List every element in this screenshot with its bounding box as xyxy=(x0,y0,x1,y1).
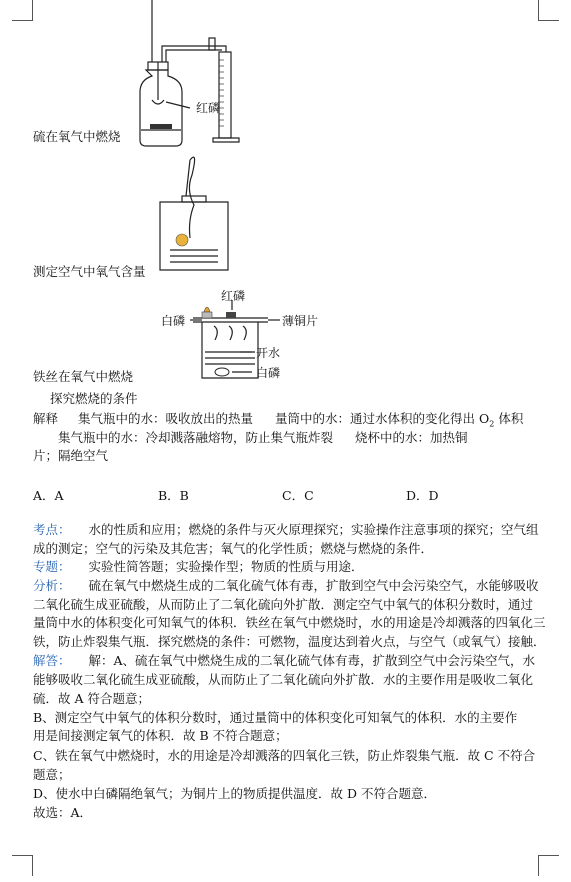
option-a: A．A xyxy=(33,488,64,503)
kaodian-line-2: 成的测定；空气的污染及其危害；氧气的化学性质；燃烧与燃烧的条件． xyxy=(33,541,434,556)
explain-beaker-water: 烧杯中的水：加热铜 xyxy=(355,430,468,445)
d-line-1: D、使水中白磷隔绝氧气；为铜片上的物质提供温度．故 D 不符合题意． xyxy=(33,786,436,801)
kaodian-text-1: 水的性质和应用；燃烧的条件与灭火原理探究；实验操作注意事项的探究；空气组 xyxy=(88,522,539,537)
caption-oxygen-content: 测定空气中氧气含量 xyxy=(33,264,146,279)
label-white-phosphorus-bottom: 白磷 xyxy=(256,366,281,380)
explain-subscript: 2 xyxy=(489,419,495,429)
explain-cylinder-water: 量筒中的水：通过水体积的变化得出 O xyxy=(275,411,490,426)
label-red-phosphorus-2: 红磷 xyxy=(221,289,246,303)
answer-line: 故选：A． xyxy=(33,805,93,820)
explain-volume: 体积 xyxy=(494,411,524,426)
c-line-1: C、铁在氧气中燃烧时，水的用途是冷却溅落的四氧化三铁，防止炸裂集气瓶．故 C 不符合 xyxy=(33,748,536,763)
fenxi-line-3: 量筒中水的体积变化可知氧气的体积．铁丝在氧气中燃烧时，水的用途是冷却溅落的四氧化三 xyxy=(33,615,546,630)
option-b: B．B xyxy=(158,488,189,503)
fenxi-line-1 xyxy=(33,577,539,595)
explain-label: 解释 xyxy=(33,411,59,426)
kaodian-label: 考点： xyxy=(33,522,71,537)
fenxi-text-1: 硫在氧气中燃烧生成的二氧化硫气体有毒，扩散到空气中会污染空气，水能够吸收 xyxy=(88,578,539,593)
zhuanti-line xyxy=(33,558,533,576)
fenxi-line-2: 二氧化硫生成亚硫酸，从而防止了二氧化硫向外扩散．测定空气中氧气的体积分数时，通过 xyxy=(33,597,534,612)
explain-line-2 xyxy=(58,429,558,447)
jieda-line-1 xyxy=(33,652,536,670)
option-c: C．C xyxy=(282,488,314,503)
zhuanti-label: 专题： xyxy=(33,559,71,574)
zhuanti-text: 实验性简答题；实验操作型；物质的性质与用途． xyxy=(88,559,364,574)
jieda-line-3: 硫．故 A 符合题意； xyxy=(33,691,150,706)
text-explore-burning: 探究燃烧的条件 xyxy=(50,391,138,406)
jieda-text-1: 解：A、硫在氧气中燃烧生成的二氧化硫气体有毒，扩散到空气中会污染空气，水 xyxy=(88,653,536,668)
caption-iron-wire-burning: 铁丝在氧气中燃烧 xyxy=(33,369,134,384)
explain-jar-water: 集气瓶中的水：吸收放出的热量 xyxy=(78,411,254,426)
fenxi-line-4: 铁，防止炸裂集气瓶．探究燃烧的条件：可燃物，温度达到着火点，与空气（或氧气）接触． xyxy=(33,634,546,649)
label-copper-sheet: 薄铜片 xyxy=(282,314,319,328)
label-red-phosphorus: 红磷 xyxy=(196,101,221,115)
jieda-line-2: 能够吸收二氧化硫生成亚硫酸，从而防止了二氧化硫向外扩散．水的主要作用是吸收二氧化 xyxy=(33,672,534,687)
label-hot-water: 开水 xyxy=(256,346,281,360)
b-line-1: B、测定空气中氧气的体积分数时，通过量筒中的体积变化可知氧气的体积．水的主要作 xyxy=(33,710,518,725)
c-line-2: 题意； xyxy=(33,767,71,782)
label-white-phosphorus-top: 白磷 xyxy=(161,314,186,328)
explain-iron-jar-water: 集气瓶中的水：冷却溅落融熔物，防止集气瓶炸裂 xyxy=(58,430,334,445)
caption-sulfur-burning: 硫在氧气中燃烧 xyxy=(33,129,121,144)
b-line-2: 用是间接测定氧气的体积．故 B 不符合题意； xyxy=(33,728,288,743)
explain-line-3: 片；隔绝空气 xyxy=(33,448,109,463)
kaodian-line-1 xyxy=(33,521,539,539)
fenxi-label: 分析： xyxy=(33,578,71,593)
option-d: D．D xyxy=(406,488,439,503)
jieda-label: 解答： xyxy=(33,653,71,668)
